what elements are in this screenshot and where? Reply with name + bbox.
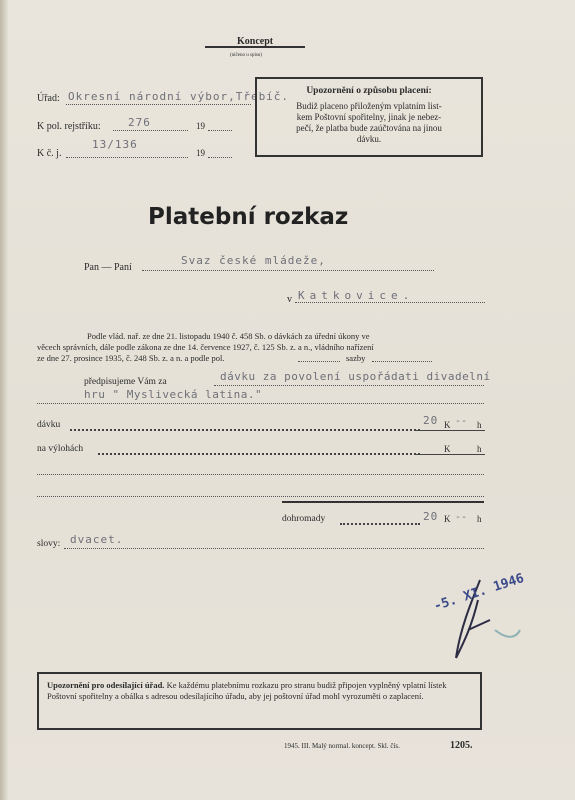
slovy-value: dvacet. [70,533,124,546]
payment-notice-line: kem Poštovní spořitelny, jinak je nebez- [296,112,442,122]
dohromady-h-value: -- [455,512,468,523]
davku-k: K [444,420,451,430]
v-line [295,302,485,303]
vylohy-label: na výlohách [37,444,84,454]
koncept-sub: (ničeno u spisu) [230,53,262,58]
vylohy-dots [98,453,420,455]
prescribe-label: předpisujeme Vám za [84,377,167,387]
payment-notice-line: dávku. [356,134,382,144]
prescribe-line2: hru " Myslivecká latina." [84,388,263,401]
kc-value: 13/136 [92,138,138,151]
blank-line-1 [37,474,484,475]
payment-notice-title: Upozornění o způsobu placení: [306,86,432,96]
pan-value: Svaz české mládeže, [181,254,326,267]
kc-line [66,157,188,158]
sender-notice [47,680,473,702]
legal-line: věcech správních, dále podle zákona ze dne 14. července 1927, č. 125 Sb. z. a n., vládního nařízení [37,342,374,352]
sender-notice-text: Ke každému platebnímu rozkazu pro stranu budiž připojen vyplněný vplatní lístek Poštovní spořitelny a obálka s adresou odesílajícího úřadu, aby jej poštovní úřad mohl vyrozuměti o zaplacení. [47,680,447,701]
page-title: Platební rozkaz [148,204,349,230]
pan-label: Pan — Paní [84,262,132,273]
payment-notice-line: Budiž placeno přiloženým vplatním list- [296,101,442,111]
slovy-label: slovy: [37,539,61,549]
v-value: Katkovice. [298,289,415,302]
davku-h-value: -- [455,416,468,427]
v-label: v [287,294,292,305]
pan-line [142,270,434,271]
kpol-value: 276 [128,116,151,129]
pol-line [298,361,340,362]
urad-value: Okresní národní výbor,Třebíč. [68,90,290,103]
vylohy-k: K [444,444,451,454]
legal-line: Podle vlád. nař. ze dne 21. listopadu 1940 č. 458 Sb. o dávkách za úřední úkony ve [87,331,370,341]
dohromady-dots [340,523,420,525]
dohromady-h: h [477,514,482,524]
dohromady-value: 20 [423,510,439,523]
sazby-label: sazby [346,353,366,363]
koncept-label: Koncept [237,36,274,47]
vylohy-underline [415,454,485,455]
kpol-year-line [208,130,232,131]
davku-h: h [477,420,482,430]
sum-rule [282,501,484,503]
dohromady-label: dohromady [282,514,326,524]
date-stamp: -5. XI. 1946 [432,570,526,615]
prescribe-line1: dávku za povolení uspořádati divadelní [220,370,491,383]
koncept-rule [205,46,305,48]
legal-paragraph [37,331,487,353]
urad-line [66,104,251,105]
urad-label: Úřad: [37,93,60,104]
davku-value: 20 [423,414,439,427]
payment-notice-box [255,77,483,157]
kc-year: 19 [196,148,205,158]
dohromady-k: K [444,514,451,524]
payment-notice-text [257,101,481,145]
davku-label: dávku [37,420,61,430]
imprint-number: 1205. [450,740,473,751]
kc-year-line [208,157,232,158]
vylohy-h: h [477,444,482,454]
blank-line-2 [37,496,484,497]
kpol-line [113,130,188,131]
kpol-label: K pol. rejstříku: [37,121,101,132]
davku-dots [70,429,420,431]
sazby-line [372,361,432,362]
imprint: 1945. III. Malý normal. koncept. Skl. čís. [284,742,400,750]
prescribe-dotline2 [37,403,484,404]
slovy-line [64,548,484,549]
sender-notice-box [37,672,482,730]
kc-label: K č. j. [37,148,62,159]
kpol-year: 19 [196,121,205,131]
page-edge [0,0,8,800]
davku-underline [415,430,485,431]
prescribe-dotline1 [214,385,484,386]
legal-line: ze dne 27. prosince 1935, č. 248 Sb. z. a n. a podle pol. [37,353,225,363]
payment-notice-line: pečí, že platba bude zaúčtována na jinou [296,123,442,133]
sender-notice-title: Upozornění pro odesílající úřad. [47,680,165,690]
